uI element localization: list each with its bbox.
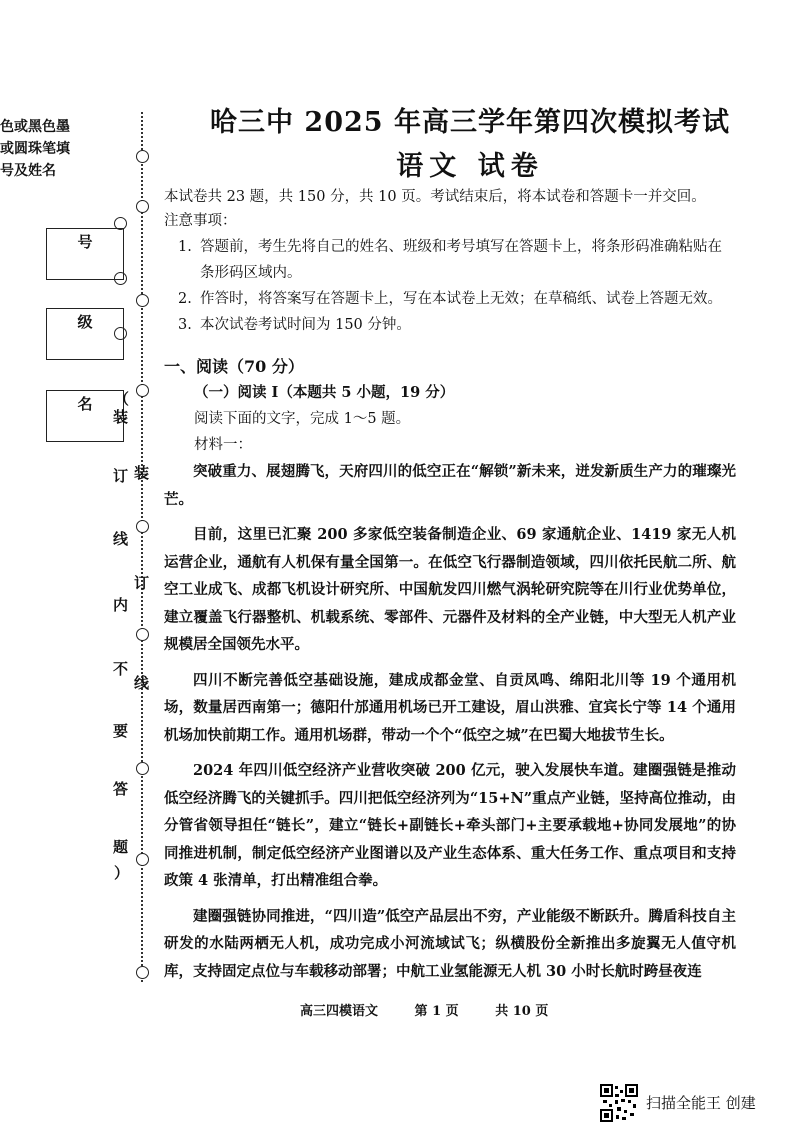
binding-text: 线 [113, 530, 129, 548]
binding-text: 要 [113, 722, 129, 740]
notes-heading: 注意事项： [164, 213, 237, 229]
section-title: 一、阅读（70 分） [164, 357, 304, 376]
binding-hole [136, 853, 149, 866]
name-field[interactable]: 名 [46, 390, 124, 442]
note-item-continuation: 条形码区域内。 [200, 265, 302, 281]
binding-text: 订 [134, 574, 150, 592]
class-field[interactable]: 级 [46, 308, 124, 360]
binding-text: 订 [113, 467, 129, 485]
binding-hole [136, 520, 149, 533]
exam-title: 哈三中 2025 年高三学年第四次模拟考试 [210, 107, 730, 138]
binding-text: 答 [113, 780, 129, 798]
exam-intro: 本试卷共 23 题，共 150 分，共 10 页。考试结束后，将本试卷和答题卡一并交回。 [164, 189, 706, 205]
margin-instruction: 色或黑色墨 或圆珠笔填 号及姓名 [0, 119, 70, 179]
binding-text: （ [114, 390, 130, 408]
binding-hole [136, 200, 149, 213]
binding-text: 装 [134, 464, 150, 482]
binding-hole [136, 762, 149, 775]
passage-paragraph: 2024 年四川低空经济产业营收突破 200 亿元，驶入发展快车道。建圈强链是推动低空经济腾飞的关键抓手。四川把低空经济列为“15+N”重点产业链，坚持高位推动，由分管省领导担任“链长”，建立“链长+副链长+牵头部门+主要承载地+协同发展地”的协同推进机制，制定低空经济产业图谱以及产业生态体系、重大任务工作、重点项目和支持政策 4 张清单，打出精准组合拳。 [164, 762, 736, 889]
page-footer [300, 1000, 580, 1019]
reading-instruction: 阅读下面的文字，完成 1～5 题。 [194, 411, 411, 427]
binding-hole [136, 294, 149, 307]
binding-hole [136, 628, 149, 641]
binding-text: 题 [113, 838, 129, 856]
passage-paragraph: 突破重力、展翅腾飞，天府四川的低空正在“解锁”新未来，迸发新质生产力的璀璨光芒。 [164, 463, 736, 508]
note-item: 2. 作答时，将答案写在答题卡上，写在本试卷上无效；在草稿纸、试卷上答题无效。 [178, 291, 722, 307]
exam-number-field[interactable]: 号 [46, 228, 124, 280]
binding-text: 不 [113, 660, 129, 678]
binding-text: 线 [134, 674, 150, 692]
footer-total: 共 10 页 [495, 1004, 549, 1019]
note-item: 3. 本次试卷考试时间为 150 分钟。 [178, 317, 411, 333]
exam-subtitle: 语文 试卷 [396, 151, 544, 182]
footer-page: 第 1 页 [414, 1004, 459, 1019]
binding-text: ） [114, 864, 130, 882]
binding-line [141, 112, 143, 982]
footer-subject: 高三四模语文 [300, 1004, 379, 1019]
exam-content [164, 186, 736, 985]
binding-hole [136, 384, 149, 397]
binding-text: 装 [113, 408, 129, 426]
binding-hole [136, 966, 149, 979]
material-label: 材料一： [194, 437, 252, 453]
scanner-watermark: 扫描全能王 创建 [646, 1094, 756, 1112]
subsection-title: （一）阅读 I（本题共 5 小题，19 分） [194, 384, 455, 401]
passage-paragraph: 目前，这里已汇聚 200 多家低空装备制造企业、69 家通航企业、1419 家无人机运营企业，通航有人机保有量全国第一。在低空飞行器制造领域，四川依托民航二所、航空工业成飞、成都飞机设计研究所、中国航发四川燃气涡轮研究院等在川行业优势单位，建立覆盖飞行器整机、机载系统、零部件、元器件及材料的全产业链，中大型无人机产业规模居全国领先水平。 [164, 526, 736, 653]
qr-code-icon [600, 1084, 638, 1122]
note-item: 1. 答题前，考生先将自己的姓名、班级和考号填写在答题卡上，将条形码准确粘贴在 [178, 239, 722, 255]
notes-block [164, 208, 736, 338]
binding-text: 内 [113, 596, 129, 614]
passage-paragraph: 建圈强链协同推进，“四川造”低空产品层出不穷，产业能级不断跃升。腾盾科技自主研发的水陆两栖无人机，成功完成小河流域试飞；纵横股份全新推出多旋翼无人值守机库，支持固定点位与车载移动部署；中航工业氢能源无人机 30 小时长航时跨昼夜连 [164, 907, 736, 980]
passage-paragraph: 四川不断完善低空基础设施，建成成都金堂、自贡凤鸣、绵阳北川等 19 个通用机场，数量居西南第一；德阳什邡通用机场已开工建设，眉山洪雅、宜宾长宁等 14 个通用机场加快前期工作。通用机场群，带动一个个“低空之城”在巴蜀大地拔节生长。 [164, 671, 736, 744]
